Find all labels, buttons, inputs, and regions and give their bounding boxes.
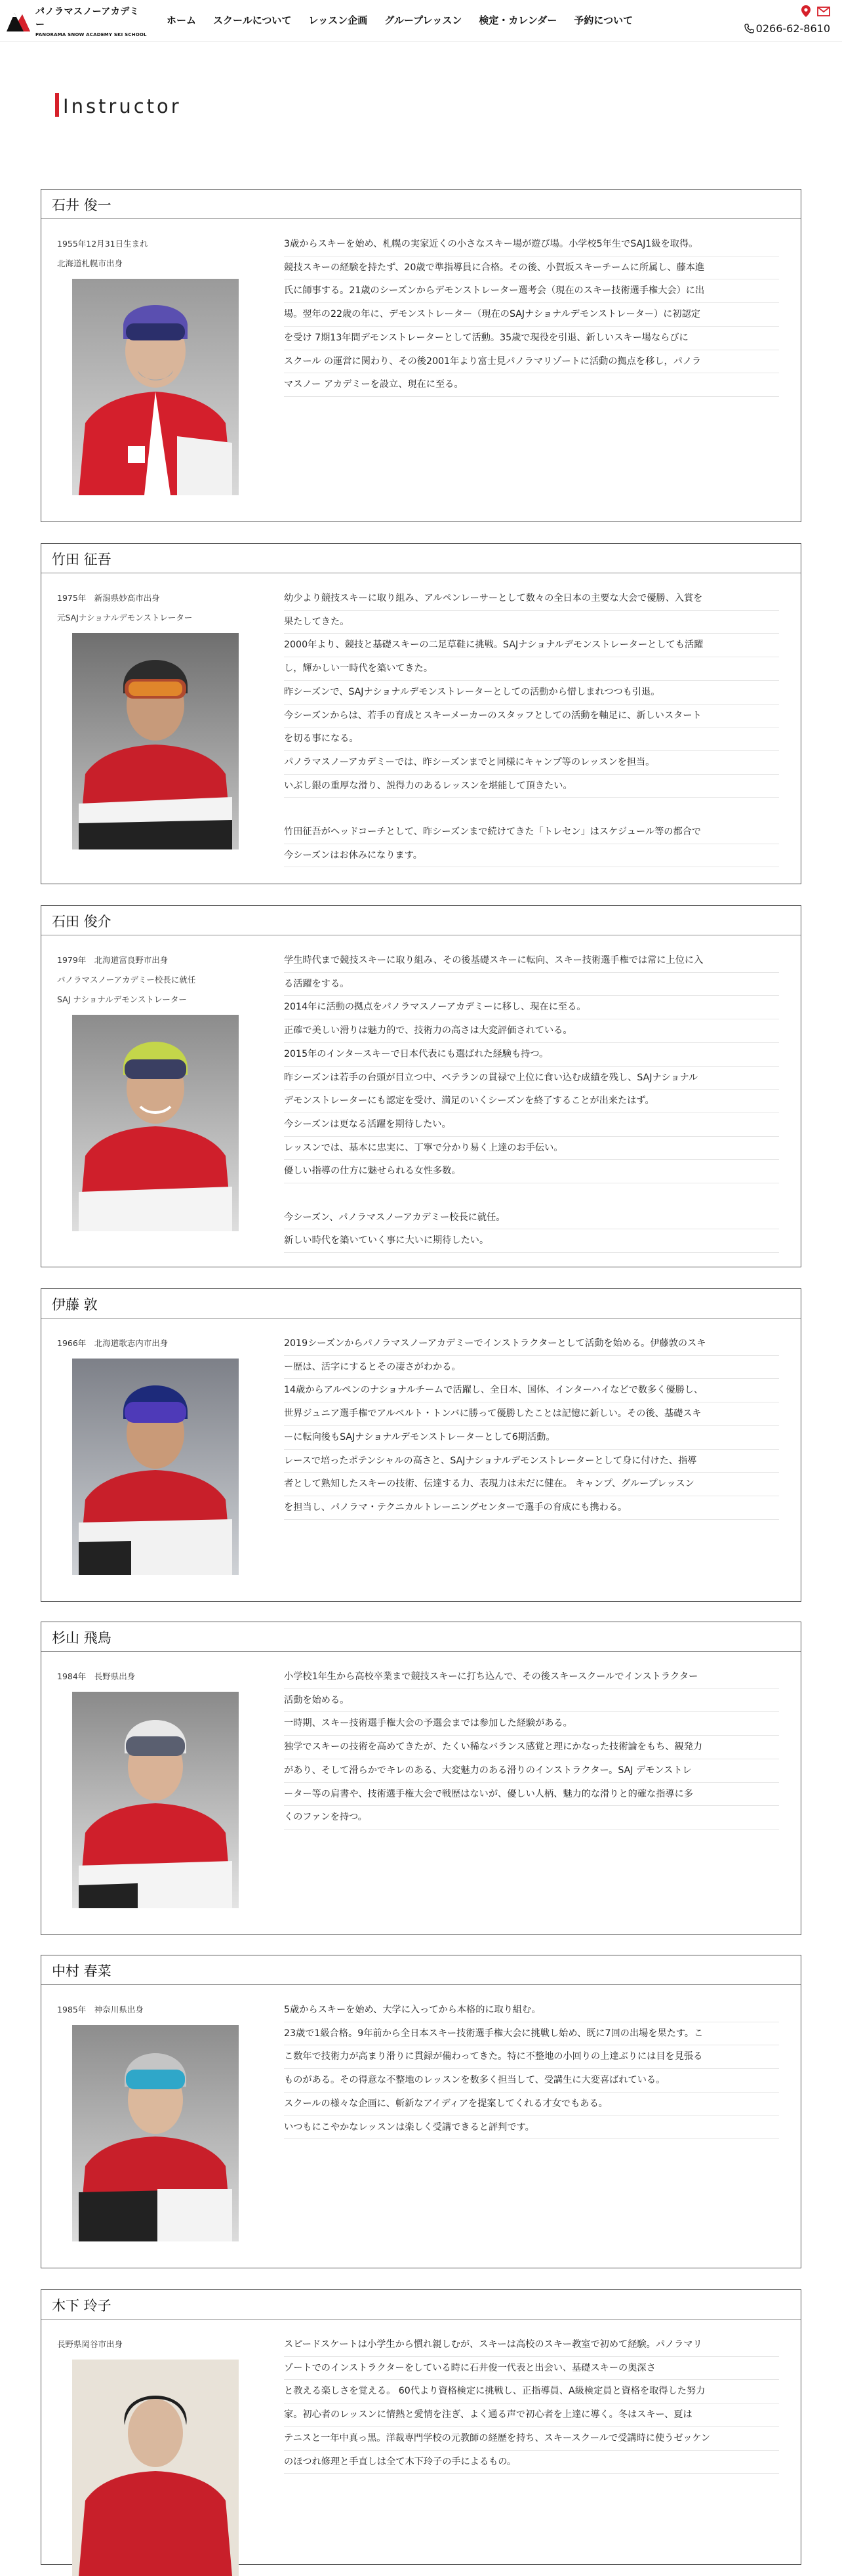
bio-line: 今シーズンは更なる活躍を期待したい。 (284, 1113, 779, 1137)
bio-line: ーター等の肩書や、技術選手権大会で戦歴はないが、優しい人柄、魅力的な滑りと的確な指導に多 (284, 1783, 779, 1807)
bio-line: いぶし銀の重厚な滑り、説得力のあるレッスンを堪能して頂きたい。 (284, 775, 779, 798)
bio-line: いつもにこやかなレッスンは楽しく受講できると評判です。 (284, 2116, 779, 2140)
bio-line: 一時期、スキー技術選手権大会の予選会までは参加した経験がある。 (284, 1712, 779, 1736)
nav-home[interactable]: ホーム (167, 14, 197, 26)
bio-line: ものがある。その得意な不整地のレッスンを数多く担当して、受講生に大変喜ばれている。 (284, 2069, 779, 2093)
nav-test-calendar[interactable]: 検定・カレンダー (479, 14, 557, 26)
meta-line: 元SAJナショナルデモンストレーター (57, 613, 193, 623)
card-divider (41, 1651, 801, 1652)
instructor-name: 木下 玲子 (52, 2298, 111, 2314)
nav-about-school[interactable]: スクールについて (213, 14, 292, 26)
instructor-bio (284, 1999, 779, 2139)
meta-line: 1975年 新潟県妙高市出身 (57, 593, 160, 603)
instructor-bio (284, 587, 779, 867)
bio-line: 今シーズンからは、若手の育成とスキーメーカーのスタッフとしての活動を軸足に、新しいスタート (284, 705, 779, 728)
bio-line: のほつれ修理と手直しは全て木下玲子の手によるもの。 (284, 2451, 779, 2474)
instructor-photo (72, 279, 239, 495)
page-title (55, 91, 182, 117)
bio-line: 2000年より、競技と基礎スキーの二足草鞋に挑戦。SAJナショナルデモンストレーターとしても活躍 (284, 634, 779, 657)
bio-line: る活躍をする。 (284, 973, 779, 996)
instructor-photo (72, 1692, 239, 1908)
title-accent-bar (55, 93, 59, 117)
bio-line: 5歳からスキーを始め、大学に入ってから本格的に取り組む。 (284, 1999, 779, 2022)
bio-line: を受け 7期13年間デモンストレーターとして活動。35歳で現役を引退、新しいスキー場ならびに (284, 327, 779, 350)
page-title-initial: I (63, 95, 71, 117)
card-divider (41, 2319, 801, 2320)
bio-spacer (284, 798, 779, 821)
instructor-meta (57, 951, 254, 1010)
bio-line: 14歳からアルペンのナショナルチームで活躍し、全日本、国体、インターハイなどで数多く優勝し、 (284, 1379, 779, 1402)
meta-line: 1985年 神奈川県出身 (57, 2005, 144, 2014)
card-divider (41, 1984, 801, 1985)
bio-line: 23歳で1級合格。9年前から全日本スキー技術選手権大会に挑戦し始め、既に7回の出場を果たす。こ (284, 2022, 779, 2046)
instructor-name: 伊藤 敦 (52, 1297, 98, 1313)
page-title-rest: nstructor (71, 95, 182, 117)
bio-line: 昨シーズンで、SAJナショナルデモンストレーターとしての活動から惜しまれつつも引退。 (284, 681, 779, 705)
bio-line: し，輝かしい一時代を築いてきた。 (284, 657, 779, 681)
bio-line: 2019シーズンからパノラマスノーアカデミーでインストラクターとして活動を始める。伊藤敦のスキ (284, 1332, 779, 1356)
bio-line: を担当し、パノラマ・テクニカルトレーニングセンターで選手の育成にも携わる。 (284, 1496, 779, 1520)
instructor-name: 中村 春菜 (52, 1963, 111, 1979)
bio-line: 世界ジュニア選手権でアルベルト・トンバに勝って優勝したことは記憶に新しい。その後、基礎スキ (284, 1402, 779, 1426)
bio-line: くのファンを持つ。 (284, 1806, 779, 1830)
instructor-card (41, 905, 801, 1267)
bio-line: 正確で美しい滑りは魅力的で、技術力の高さは大変評価されている。 (284, 1019, 779, 1043)
instructor-bio (284, 2333, 779, 2474)
bio-line: 3歳からスキーを始め、札幌の実家近くの小さなスキー場が遊び場。小学校5年生でSAJ1級を取得。 (284, 233, 779, 256)
bio-line: 者として熟知したスキーの技術、伝達する力、表現力は未だに健在。 キャンプ、グループレッスン (284, 1473, 779, 1496)
main-nav (167, 13, 650, 27)
bio-line: 活動を始める。 (284, 1689, 779, 1713)
instructor-name: 石田 俊介 (52, 914, 111, 930)
map-pin-icon[interactable] (801, 5, 811, 20)
instructor-card (41, 543, 801, 884)
instructor-photo (72, 2360, 239, 2576)
bio-spacer (284, 1183, 779, 1206)
bio-line: 新しい時代を築いていく事に大いに期待したい。 (284, 1229, 779, 1253)
bio-line: ー歴は、活字にするとその凄さがわかる。 (284, 1356, 779, 1380)
instructor-card (41, 189, 801, 522)
bio-line: デモンストレーターにも認定を受け、満足のいくシーズンを終了することが出来たはず。 (284, 1090, 779, 1113)
meta-line: 1979年 北海道富良野市出身 (57, 955, 169, 965)
bio-line: ーに転向後もSAJナショナルデモンストレーターとして6期活動。 (284, 1426, 779, 1450)
bio-line: 幼少より競技スキーに取り組み、アルペンレーサーとして数々の全日本の主要な大会で優勝、入賞を (284, 587, 779, 611)
instructor-card (41, 1288, 801, 1602)
bio-line: スクールの様々な企画に、斬新なアイディアを提案してくれる才女でもある。 (284, 2093, 779, 2116)
bio-line: 家。初心者のレッスンに情熱と愛情を注ぎ、よく通る声で初心者を上達に導く。冬はスキー、夏は (284, 2403, 779, 2427)
nav-reservation[interactable]: 予約について (574, 14, 633, 26)
meta-line: 1955年12月31日生まれ (57, 239, 148, 249)
instructor-name: 竹田 征吾 (52, 552, 111, 567)
page-title-text (63, 96, 182, 117)
bio-line: ゾートでのインストラクターをしている時に石井俊一代表と出会い、基礎スキーの奥深さ (284, 2357, 779, 2381)
meta-line: 長野県岡谷市出身 (57, 2339, 123, 2349)
card-divider (41, 1318, 801, 1319)
meta-line: パノラマスノーアカデミー校長に就任 (57, 975, 196, 985)
site-logo[interactable] (5, 7, 147, 37)
bio-line: 学生時代まで競技スキーに取り組み、その後基礎スキーに転向、スキー技術選手権では常に上位に入 (284, 949, 779, 973)
logo-mark-icon (5, 8, 31, 34)
instructor-card (41, 1622, 801, 1935)
nav-group-lessons[interactable]: グループレッスン (384, 14, 462, 26)
instructor-name: 杉山 飛鳥 (52, 1630, 111, 1646)
bio-line: スピードスケートは小学生から慣れ親しむが、スキーは高校のスキー教室で初めて経験。パノラマリ (284, 2333, 779, 2357)
instructor-meta (57, 588, 254, 628)
instructor-photo (72, 1015, 239, 1231)
instructor-meta (57, 2000, 254, 2020)
nav-lesson-plans[interactable]: レッスン企画 (308, 14, 368, 26)
instructor-meta (57, 1334, 254, 1353)
bio-line: 氏に師事する。21歳のシーズンからデモンストレーター選考会（現在のスキー技術選手権大会）に出 (284, 279, 779, 303)
phone-text: 0266-62-8610 (755, 22, 830, 35)
meta-line: SAJ ナショナルデモンストレーター (57, 994, 187, 1004)
bio-line: と教える楽しさを覚える。 60代より資格検定に挑戦し、正指導員、A級検定員と資格を取得した努力 (284, 2380, 779, 2403)
instructor-name: 石井 俊一 (52, 197, 111, 213)
bio-line: マスノー アカデミーを設立、現在に至る。 (284, 373, 779, 397)
meta-line: 1984年 長野県出身 (57, 1671, 136, 1681)
phone-icon (744, 24, 754, 33)
header-contact (725, 5, 830, 38)
meta-line: 北海道札幌市出身 (57, 258, 123, 268)
bio-line: 競技スキーの経験を持たず、20歳で準指導員に合格。その後、小賀坂スキーチームに所属し、藤本進 (284, 256, 779, 280)
bio-line: 果たしてきた。 (284, 611, 779, 634)
instructor-meta (57, 1667, 254, 1687)
bio-line: 今シーズンはお休みになります。 (284, 844, 779, 868)
bio-line: 竹田征吾がヘッドコーチとして、昨シーズンまで続けてきた「トレセン」はスケジュール等の都合で (284, 821, 779, 844)
bio-line: レッスンでは、基本に忠実に、丁寧で分かり易く上達のお手伝い。 (284, 1137, 779, 1160)
logo-japanese: パノラマスノーアカデミー (35, 7, 140, 30)
bio-line: レースで培ったポテンシャルの高さと、SAJナショナルデモンストレーターとして身に付けた、指導 (284, 1450, 779, 1473)
instructor-bio (284, 1666, 779, 1830)
bio-line: 小学校1年生から高校卒業まで競技スキーに打ち込んで、その後スキースクールでインストラクター (284, 1666, 779, 1689)
bio-line: スクール の運営に関わり、その後2001年より富士見パノラマリゾートに活動の拠点を移し，パノラ (284, 350, 779, 374)
instructor-meta (57, 2335, 254, 2354)
bio-line: 場。翌年の22歳の年に、デモンストレーター（現在のSAJナショナルデモンストレーター）に初認定 (284, 303, 779, 327)
logo-english: PANORAMA SNOW ACADEMY SKI SCHOOL (35, 32, 147, 37)
bio-line: パノラマスノーアカデミーでは、昨シーズンまでと同様にキャンプ等のレッスンを担当。 (284, 751, 779, 775)
instructor-bio (284, 1332, 779, 1520)
bio-line: 2015年のインタースキーで日本代表にも選ばれた経験も持つ。 (284, 1043, 779, 1067)
card-divider (41, 218, 801, 219)
bio-line: こ数年で技術力が高まり滑りに貫録が備わってきた。特に不整地の小回りの上達ぶりには目を見張る (284, 2045, 779, 2069)
instructor-card (41, 2289, 801, 2565)
meta-line: 1966年 北海道歌志内市出身 (57, 1338, 169, 1348)
bio-line: 独学でスキーの技術を高めてきたが、たくい稀なバランス感覚と理にかなった技術論をもち、観発力 (284, 1736, 779, 1759)
bio-line: があり、そして滑らかでキレのある、大変魅力のある滑りのインストラクター。SAJ デモンストレ (284, 1759, 779, 1783)
bio-line: テニスと一年中真っ黒。洋裁専門学校の元教師の経歴を持ち、スキースクールで受講時に使うゼッケン (284, 2427, 779, 2451)
instructor-bio (284, 233, 779, 397)
phone-number[interactable] (744, 22, 830, 35)
bio-line: 2014年に活動の拠点をパノラマスノーアカデミーに移し、現在に至る。 (284, 996, 779, 1019)
instructor-photo (72, 1359, 239, 1575)
bio-line: 昨シーズンは若手の台頭が目立つ中、ベテランの貫禄で上位に食い込む成績を残し、SAJナショナル (284, 1067, 779, 1090)
bio-line: を切る事になる。 (284, 727, 779, 751)
instructor-card (41, 1955, 801, 2268)
instructor-photo (72, 2025, 239, 2241)
instructor-bio (284, 949, 779, 1253)
instructor-photo (72, 633, 239, 849)
bio-line: 今シーズン、パノラマスノーアカデミー校長に就任。 (284, 1206, 779, 1230)
instructor-meta (57, 234, 254, 274)
site-header (0, 0, 842, 42)
bio-line: 優しい指導の仕方に魅せられる女性多数。 (284, 1160, 779, 1183)
mail-icon[interactable] (817, 7, 830, 19)
